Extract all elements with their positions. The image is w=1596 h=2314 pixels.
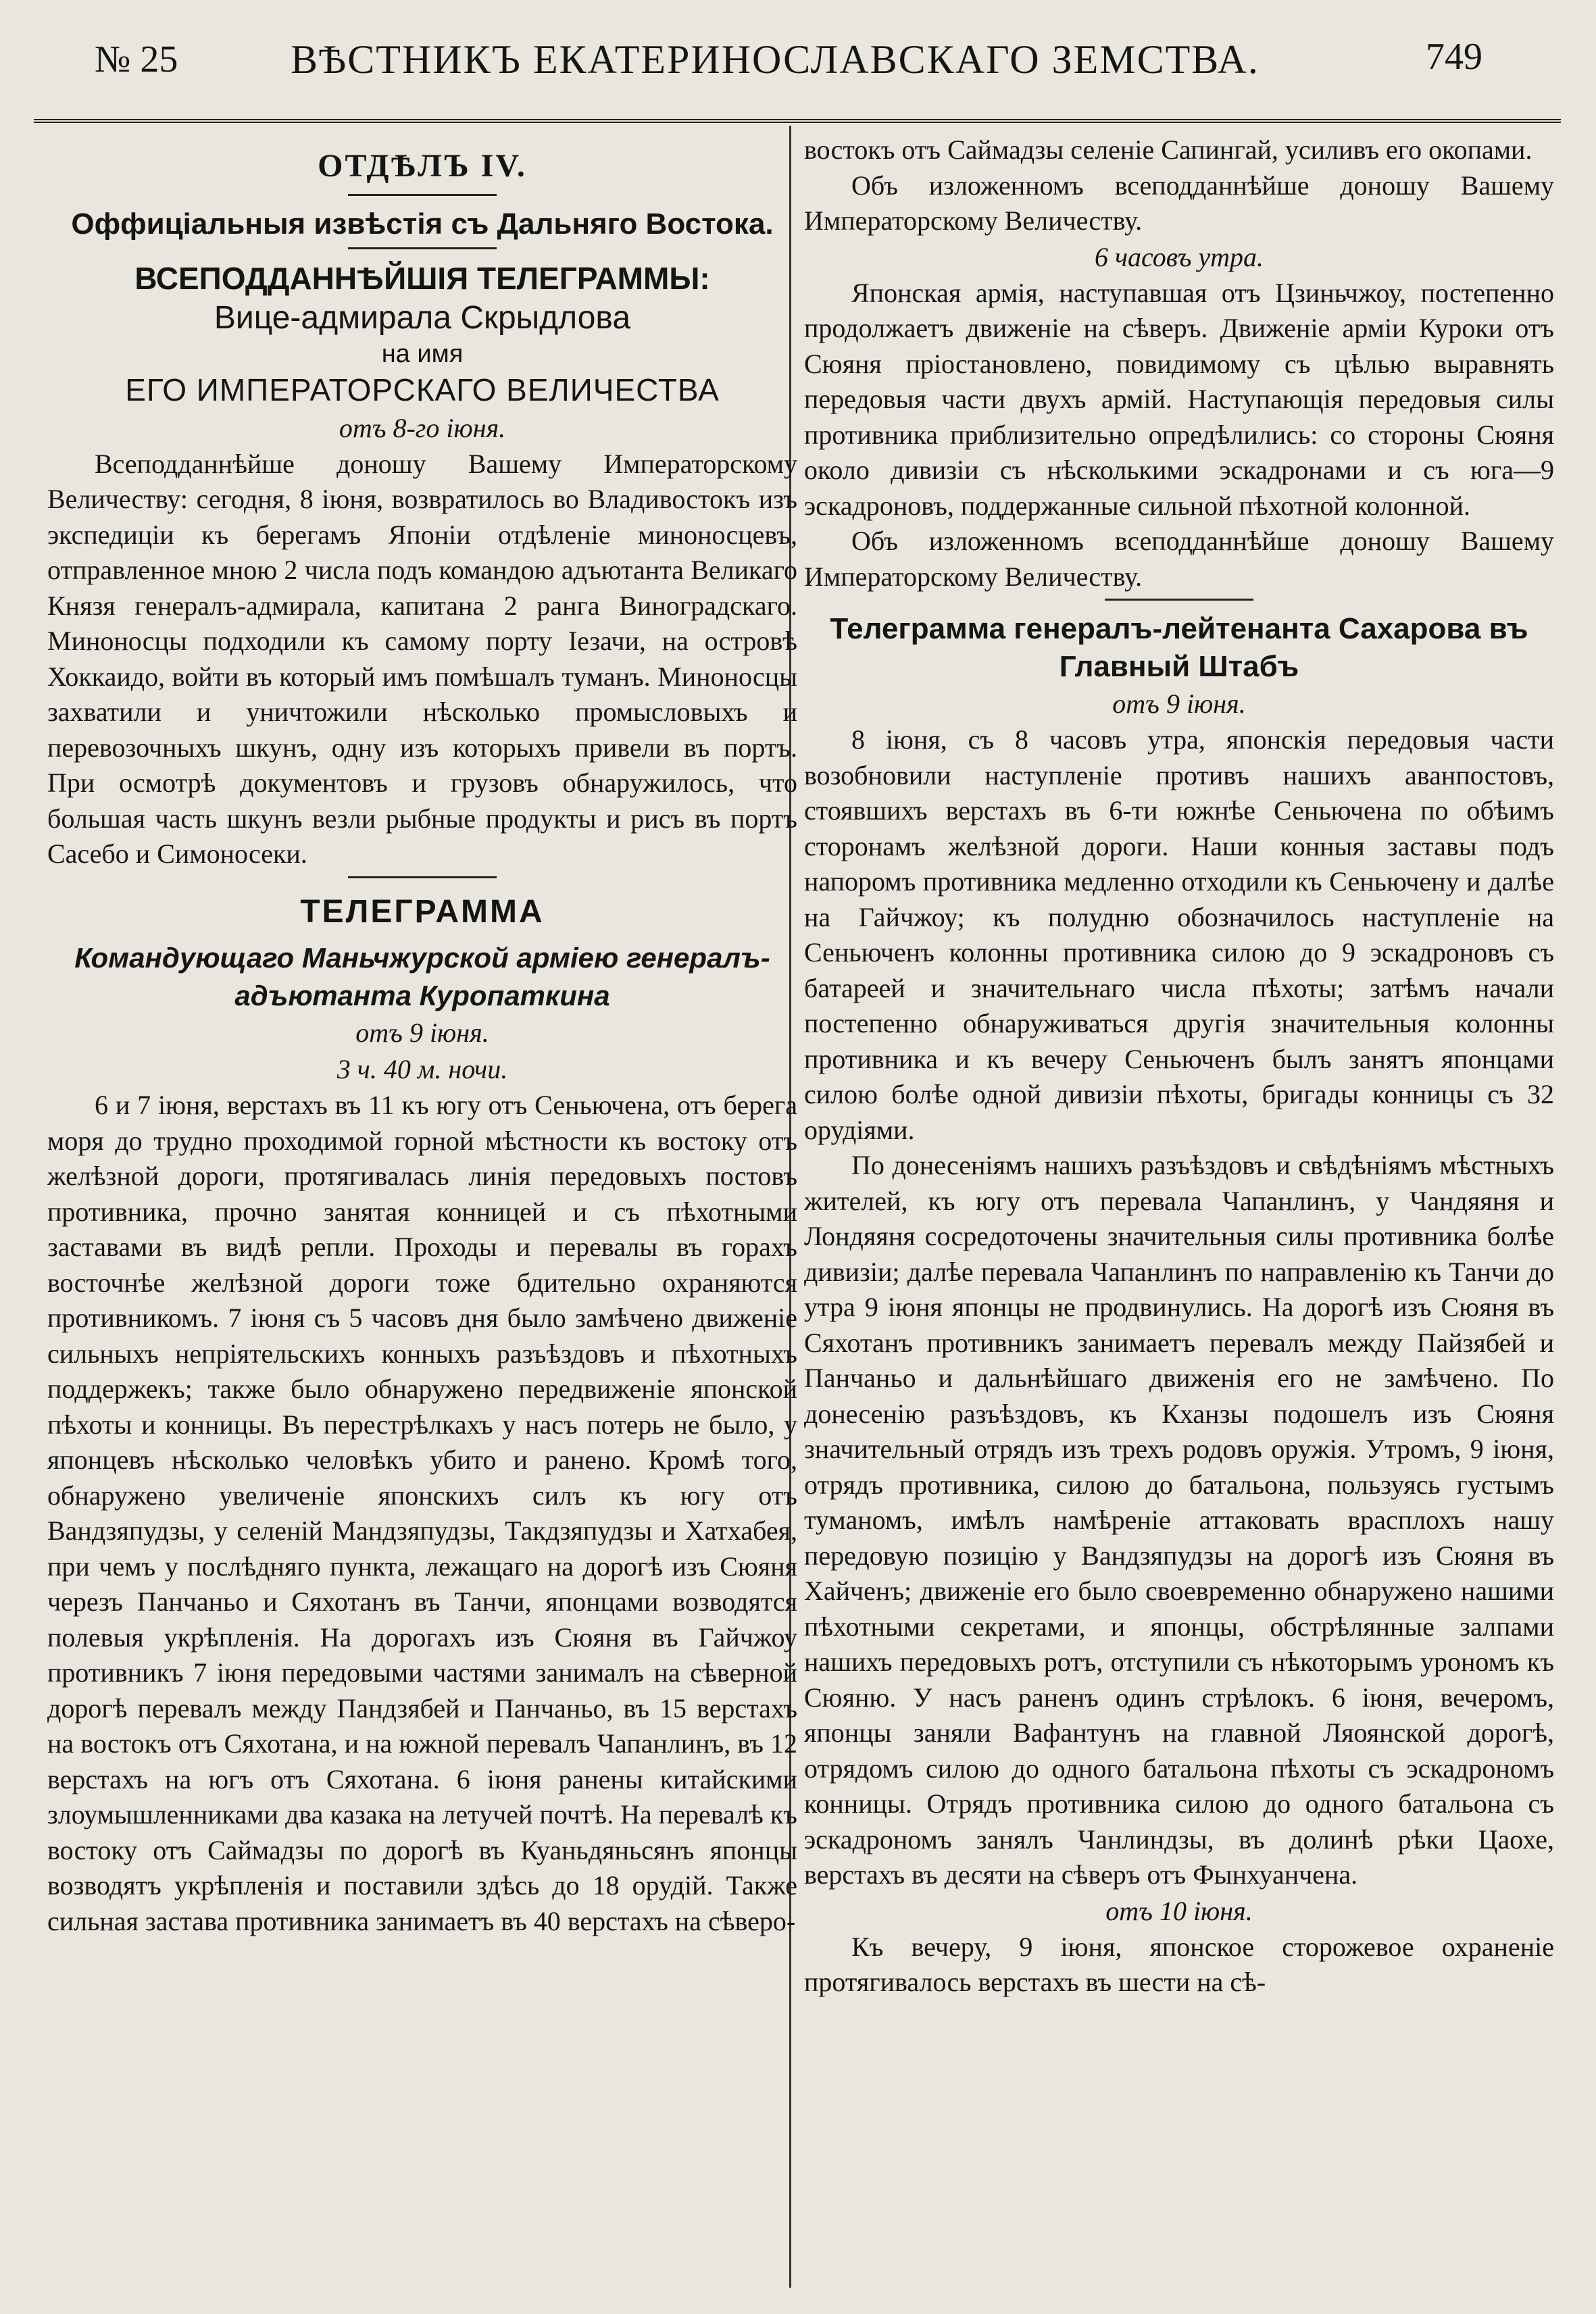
admiral-report-text: Всеподданнѣйше доношу Вашему Императорскому Величеству: сегодня, 8 іюня, возвратилось во Владивостокъ изъ экспедиціи къ берегамъ Японіи отдѣленіе миноносцевъ, отправленное мною 2 числа подъ командою адъютанта Великаго Князя генералъ-адмирала, капитана 2 ранга Виноградскаго. Миноносцы подходили къ самому порту Іезачи, на островѣ Хоккаидо, войти въ который имъ помѣшалъ туманъ. Миноносцы захватили и уничтожили нѣсколько промысловыхъ и перевозочныхъ шкунъ, одну изъ которыхъ привели въ портъ. При осмотрѣ документовъ и грузовъ обнаружилось, что большая часть шкунъ везли рыбные продукты и рисъ въ портъ Сасебо и Симоносеки. (47, 448, 797, 869)
sakharov-report-text: 8 іюня, съ 8 часовъ утра, японскія передовыя части возобновили наступленіе противъ нашихъ аванпостовъ, стоявшихъ верстахъ въ 6-ти южнѣе Сеньючена по обѣимъ сторонамъ желѣзной дороги. Наши конныя заставы подъ напоромъ противника медленно отходили къ Сеньючену и далѣе на Гайчжоу; къ полудню обозначилось наступленіе на Сеньюченъ колонны противника силою до 9 эскадроновъ съ батареей и значительнаго числа пѣхоты; затѣмъ начали постепенно обнаруживаться другія значительныя колонны противника и къ вечеру Сеньюченъ былъ занятъ японцами силою болѣе одной дивизіи пѣхоты, бригады конницы съ 32 орудіями. (804, 724, 1554, 1145)
reconnaissance-report-text: По донесеніямъ нашихъ разъѣздовъ и свѣдѣніямъ мѣстныхъ жителей, къ югу отъ перевала Чапанлинъ, у Чандяяня и Лондяяня сосредоточены значительныя силы противника болѣе дивизіи; далѣе перевала Чапанлинъ по направленію къ Танчи до утра 9 іюня японцы не продвинулись. На дорогѣ изъ Сюяня въ Сяхотанъ противникъ занимаетъ перевалъ между Пайзябей и Панчаньо и дальнѣйшаго движенія его не замѣчено. По донесенію разъѣздовъ, къ Кханзы подошелъ изъ Сюяня значительный отрядъ изъ трехъ родовъ оружія. Утромъ, 9 іюня, отрядъ противника, силою до батальона, пользуясь густымъ туманомъ, имѣлъ намѣреніе аттаковать врасплохъ нашу передовую позицію у Вандзяпудзы на дорогѣ изъ Сюяня въ Хайченъ; движеніе его было своевременно обнаружено нашими пѣхотными секретами, и японцы, обстрѣлянные залпами нашихъ передовыхъ ротъ, отступили съ нѣкоторымъ урономъ къ Сюяню. У насъ раненъ одинъ стрѣлокъ. 6 іюня, вечеромъ, японцы заняли Вафантунъ на главной Ляоянской дорогѣ, отрядомъ силою до одного батальона пѣхоты съ эскадрономъ конницы. Отрядъ противника силою до одного батальона съ эскадрономъ занялъ Чанлиндзы, въ долинѣ рѣки Цаохе, верстахъ въ десяти на сѣверъ отъ Фынхуанчена. (804, 1150, 1554, 1890)
dateline-10-june: отъ 10 іюня. (1105, 1895, 1253, 1926)
closing-formula-1: Объ изложенномъ всеподданнѣйше доношу Вашему Императорскому Величеству. (804, 170, 1554, 236)
section-rule (348, 194, 497, 196)
article-rule-right (1105, 599, 1253, 601)
sakharov-heading-line1: Телеграмма генералъ-лейтенанта Сахарова въ (830, 612, 1528, 645)
kuropatkin-heading-line1: Командующаго Маньчжурской арміею генералъ- (74, 942, 770, 974)
kuropatkin-report-text: 6 и 7 іюня, верстахъ въ 11 къ югу отъ Сеньючена, отъ берега моря до трудно проходимой горной мѣстности къ востоку отъ желѣзной дороги, протягивалась линія передовыхъ постовъ противника, прочно занятая конницей и съ пѣхотными заставами въ видѣ репли. Проходы и перевалы въ горахъ восточнѣе желѣзной дороги тоже бдительно охраняются противникомъ. 7 іюня съ 5 часовъ дня было замѣчено движеніе сильныхъ непріятельскихъ конныхъ разъѣздовъ и пѣхотныхъ поддержекъ; также было обнаружено передвиженіе японской пѣхоты и конницы. Въ перестрѣлкахъ у насъ потерь не было, у японцевъ нѣсколько человѣкъ убито и ранено. Кромѣ того, обнаружено увеличеніе японскихъ силъ къ югу отъ Вандзяпудзы, у селеній Мандзяпудзы, Такдзяпудзы и Хатхабея, при чемъ у послѣдняго пункта, лежащаго на дорогѣ изъ Сюяня черезъ Панчаньо и Сяхотанъ въ Танчи, японцами возводятся полевыя укрѣпленія. На дорогахъ изъ Сюяня въ Гайчжоу противникъ 7 іюня передовыми частями занималъ на сѣверной дорогѣ перевалъ между Пандзябей и Панчаньо, въ 15 верстахъ на востокъ отъ Сяхотана, и на южной перевалъ Чапанлинъ, въ 12 верстахъ на югъ отъ Сяхотана. 6 іюня ранены китайскими злоумышленниками два казака на летучей почтѣ. На перевалѣ къ востоку отъ Саймадзы по дорогѣ въ Куаньдяньсянъ японцы возводятъ укрѣпленія и поставили здѣсь до 18 орудій. Также сильная застава противника занимаетъ въ 40 верстахъ на сѣверо- (47, 1090, 797, 1936)
journal-title: ВѢСТНИКЪ ЕКАТЕРИНОСЛАВСКАГО ЗЕМСТВА. (291, 37, 1260, 82)
evening-report-text: Къ вечеру, 9 іюня, японское сторожевое охраненіе протягивалось верстахъ въ шести на сѣ- (804, 1931, 1554, 1997)
continued-text: востокъ отъ Саймадзы селеніе Сапингай, усиливъ его окопами. (804, 134, 1532, 165)
sakharov-heading-line2: Главный Штабъ (1059, 650, 1299, 683)
closing-formula-2: Объ изложенномъ всеподданнѣйше доношу Вашему Императорскому Величеству. (804, 526, 1554, 592)
admiral-heading: Вице-адмирала Скрыдлова (214, 299, 631, 336)
telegram-heading: ТЕЛЕГРАММА (300, 893, 545, 930)
dateline-8-june: отъ 8-го іюня. (339, 412, 506, 443)
subsection-rule (348, 247, 497, 249)
page-number: 749 (1426, 36, 1482, 78)
dateline-9-june: отъ 9 іюня. (355, 1017, 489, 1048)
dateline-9-june-right: отъ 9 іюня. (1112, 688, 1246, 719)
majesty-heading: ЕГО ИМПЕРАТОРСКАГО ВЕЛИЧЕСТВА (125, 372, 720, 407)
kuropatkin-heading-line2: адъютанта Куропаткина (234, 980, 610, 1011)
addressee-label: на имя (381, 339, 464, 368)
army-movement-text: Японская армія, наступавшая отъ Цзиньчжоу, постепенно продолжаетъ движеніе на сѣверъ. Движеніе арміи Куроки отъ Сюяня пріостановлено, повидимому съ цѣлью выравнять передовыя части двухъ армій. Наступающія передовыя силы противника приблизительно опредѣлились: со стороны Сюяня около дивизіи съ нѣсколькими эскадронами и съ юга—9 эскадроновъ, поддержанные сильной пѣхотной колонной. (804, 277, 1554, 521)
section-subheading: Оффиціальныя извѣстія съ Дальняго Востока. (71, 207, 774, 241)
left-column (47, 132, 797, 2274)
telegrams-heading: ВСЕПОДДАННѢЙШІЯ ТЕЛЕГРАММЫ: (134, 260, 710, 296)
right-column (804, 132, 1554, 2274)
section-heading: ОТДѢЛЪ IV. (318, 148, 527, 184)
article-rule (348, 876, 497, 878)
issue-number: № 25 (95, 39, 178, 80)
header-rule (34, 119, 1561, 123)
time-6-morning: 6 часовъ утра. (1094, 241, 1264, 272)
time-line: 3 ч. 40 м. ночи. (336, 1054, 508, 1084)
